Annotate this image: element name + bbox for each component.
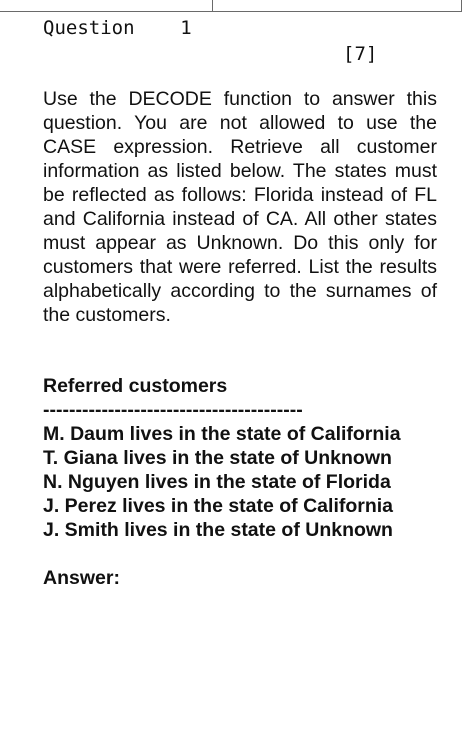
output-row: N. Nguyen lives in the state of Florida xyxy=(43,471,391,493)
question-instructions: Use the DECODE function to answer this question. You are not allowed to use the CASE expression. Retrieve all customer information as listed below. The states must be reflected as follows: Florida instead of FL and California instead of CA. All other states must appear as Unknown. Do this only for customers that were referred. List the results alphabetically according to the surnames of the customers. xyxy=(43,88,437,326)
expected-output xyxy=(43,374,401,542)
output-row: J. Perez lives in the state of California xyxy=(43,495,394,517)
output-row: M. Daum lives in the state of California xyxy=(43,423,401,445)
output-row: J. Smith lives in the state of Unknown xyxy=(43,519,393,541)
top-table-border xyxy=(0,0,462,12)
output-separator: ---------------------------------------- xyxy=(43,399,303,421)
table-column-divider xyxy=(212,0,213,12)
answer-label: Answer: xyxy=(43,567,120,589)
question-marks: [7] xyxy=(343,43,378,65)
output-header: Referred customers xyxy=(43,375,228,397)
output-row: T. Giana lives in the state of Unknown xyxy=(43,447,392,469)
question-number: Question 1 xyxy=(43,17,192,39)
